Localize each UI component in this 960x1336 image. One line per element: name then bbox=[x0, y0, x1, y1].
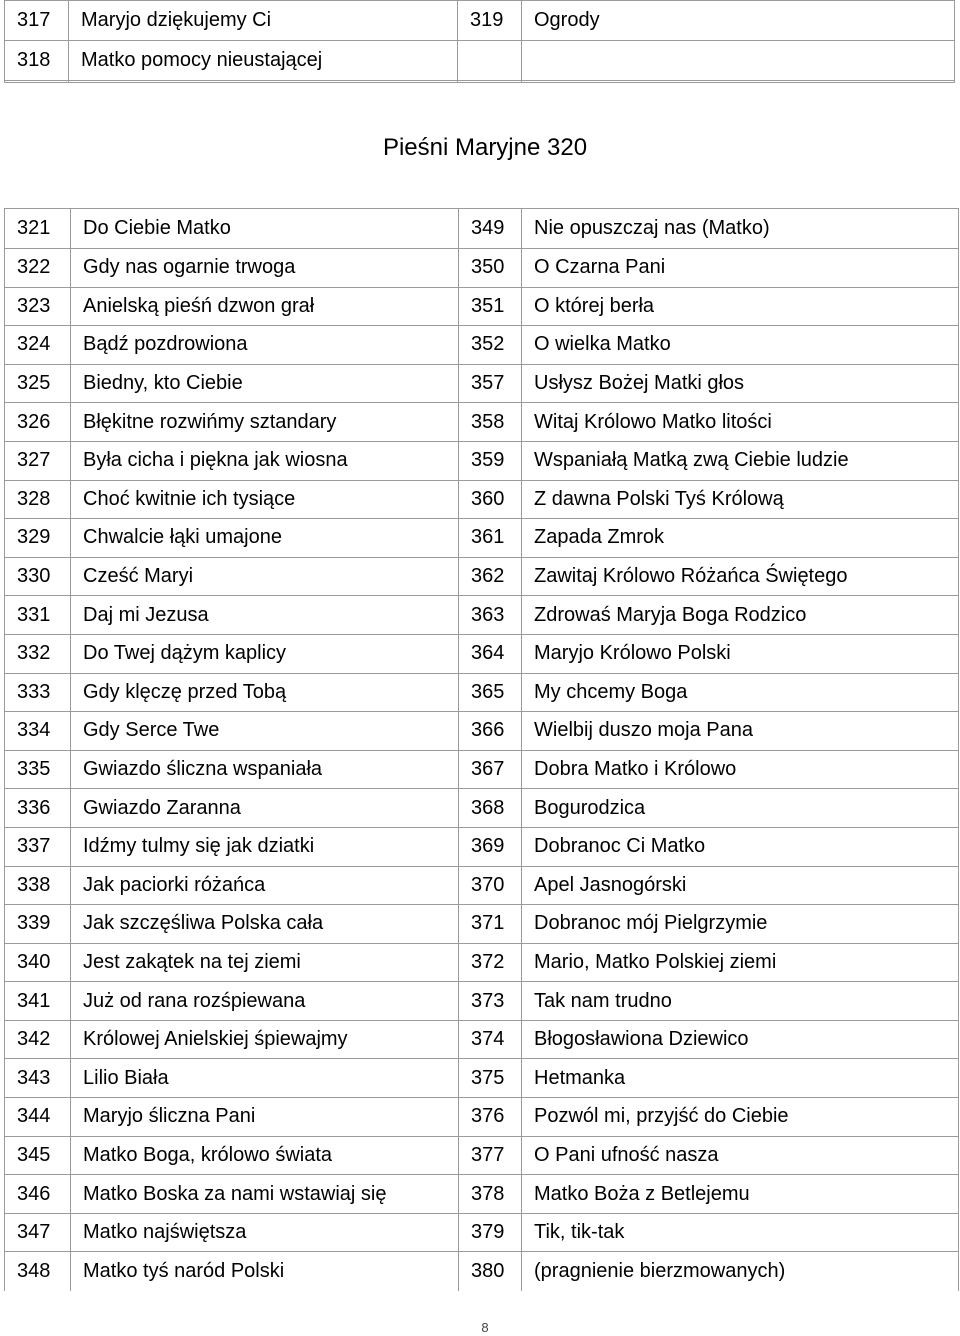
song-title: Wielbij duszo moja Pana bbox=[522, 712, 959, 751]
table-row bbox=[5, 827, 959, 866]
song-number: 323 bbox=[5, 287, 71, 326]
table-row bbox=[5, 1136, 959, 1175]
table-row bbox=[5, 866, 959, 905]
song-number: 334 bbox=[5, 712, 71, 751]
song-number: 358 bbox=[459, 403, 522, 442]
song-number: 380 bbox=[459, 1252, 522, 1291]
song-title: Gdy klęczę przed Tobą bbox=[71, 673, 459, 712]
song-title: Zawitaj Królowo Różańca Świętego bbox=[522, 557, 959, 596]
song-title: Matko tyś naród Polski bbox=[71, 1252, 459, 1291]
song-number: 322 bbox=[5, 249, 71, 288]
song-number: 345 bbox=[5, 1136, 71, 1175]
table-row bbox=[5, 557, 959, 596]
song-number: 370 bbox=[459, 866, 522, 905]
song-title: Była cicha i piękna jak wiosna bbox=[71, 441, 459, 480]
song-number: 319 bbox=[458, 1, 522, 41]
song-number: 326 bbox=[5, 403, 71, 442]
song-title: Błogosławiona Dziewico bbox=[522, 1020, 959, 1059]
song-number: 361 bbox=[459, 519, 522, 558]
song-number: 321 bbox=[5, 209, 71, 249]
song-number: 337 bbox=[5, 827, 71, 866]
song-title: Maryjo dziękujemy Ci bbox=[69, 1, 458, 41]
song-number: 349 bbox=[459, 209, 522, 249]
song-title: O Pani ufność nasza bbox=[522, 1136, 959, 1175]
song-title: Z dawna Polski Tyś Królową bbox=[522, 480, 959, 519]
table-row bbox=[5, 287, 959, 326]
song-number: 330 bbox=[5, 557, 71, 596]
table-row bbox=[5, 789, 959, 828]
song-number: 368 bbox=[459, 789, 522, 828]
table-row bbox=[5, 634, 959, 673]
song-title: Gwiazdo śliczna wspaniała bbox=[71, 750, 459, 789]
song-title: Wspaniałą Matką zwą Ciebie ludzie bbox=[522, 441, 959, 480]
song-title: My chcemy Boga bbox=[522, 673, 959, 712]
song-number: 338 bbox=[5, 866, 71, 905]
song-number: 362 bbox=[459, 557, 522, 596]
song-number: 325 bbox=[5, 364, 71, 403]
song-title: Tak nam trudno bbox=[522, 982, 959, 1021]
song-title: Zapada Zmrok bbox=[522, 519, 959, 558]
table-row bbox=[5, 519, 959, 558]
song-title-empty bbox=[522, 41, 955, 81]
song-number: 369 bbox=[459, 827, 522, 866]
song-title: Gdy nas ogarnie trwoga bbox=[71, 249, 459, 288]
song-title: O której berła bbox=[522, 287, 959, 326]
song-title: Anielską pieśń dzwon grał bbox=[71, 287, 459, 326]
song-title: Maryjo śliczna Pani bbox=[71, 1098, 459, 1137]
table-row bbox=[5, 712, 959, 751]
song-title: Bądź pozdrowiona bbox=[71, 326, 459, 365]
song-number-empty bbox=[458, 41, 522, 81]
song-number: 377 bbox=[459, 1136, 522, 1175]
section-title: Pieśni Maryjne 320 bbox=[382, 134, 588, 161]
table-row bbox=[5, 982, 959, 1021]
song-number: 336 bbox=[5, 789, 71, 828]
song-title: Apel Jasnogórski bbox=[522, 866, 959, 905]
table-row bbox=[5, 1059, 959, 1098]
table-row bbox=[5, 905, 959, 944]
song-title: O wielka Matko bbox=[522, 326, 959, 365]
table-row bbox=[5, 1252, 959, 1291]
table-row bbox=[5, 403, 959, 442]
song-title: Biedny, kto Ciebie bbox=[71, 364, 459, 403]
song-number: 379 bbox=[459, 1213, 522, 1252]
song-title: Błękitne rozwińmy sztandary bbox=[71, 403, 459, 442]
song-title: Choć kwitnie ich tysiące bbox=[71, 480, 459, 519]
table-row bbox=[5, 673, 959, 712]
song-title: Matko pomocy nieustającej bbox=[69, 41, 458, 81]
song-title: Maryjo Królowo Polski bbox=[522, 634, 959, 673]
song-number: 332 bbox=[5, 634, 71, 673]
song-number: 352 bbox=[459, 326, 522, 365]
table-row bbox=[5, 1213, 959, 1252]
song-title: Już od rana rozśpiewana bbox=[71, 982, 459, 1021]
song-number: 331 bbox=[5, 596, 71, 635]
song-title: Tik, tik-tak bbox=[522, 1213, 959, 1252]
song-title: Cześć Maryi bbox=[71, 557, 459, 596]
song-number: 343 bbox=[5, 1059, 71, 1098]
song-title: Chwalcie łąki umajone bbox=[71, 519, 459, 558]
song-number: 357 bbox=[459, 364, 522, 403]
table-row bbox=[5, 249, 959, 288]
song-number: 342 bbox=[5, 1020, 71, 1059]
song-title: Gdy Serce Twe bbox=[71, 712, 459, 751]
song-title: Witaj Królowo Matko litości bbox=[522, 403, 959, 442]
song-title: Matko Boga, królowo świata bbox=[71, 1136, 459, 1175]
table-row bbox=[5, 41, 955, 81]
song-title: Jak szczęśliwa Polska cała bbox=[71, 905, 459, 944]
song-title: Usłysz Bożej Matki głos bbox=[522, 364, 959, 403]
song-number: 318 bbox=[5, 41, 69, 81]
song-title: Gwiazdo Zaranna bbox=[71, 789, 459, 828]
song-title: Dobranoc Ci Matko bbox=[522, 827, 959, 866]
table-row bbox=[5, 1098, 959, 1137]
song-title: Zdrowaś Maryja Boga Rodzico bbox=[522, 596, 959, 635]
song-number: 346 bbox=[5, 1175, 71, 1214]
song-title: Mario, Matko Polskiej ziemi bbox=[522, 943, 959, 982]
song-number: 359 bbox=[459, 441, 522, 480]
song-title: Dobra Matko i Królowo bbox=[522, 750, 959, 789]
table-row bbox=[5, 596, 959, 635]
song-title: Dobranoc mój Pielgrzymie bbox=[522, 905, 959, 944]
song-number: 324 bbox=[5, 326, 71, 365]
table-spacer-row bbox=[5, 81, 955, 83]
song-number: 376 bbox=[459, 1098, 522, 1137]
song-number: 347 bbox=[5, 1213, 71, 1252]
song-title: Pozwól mi, przyjść do Ciebie bbox=[522, 1098, 959, 1137]
marian-songs-table bbox=[4, 208, 959, 1291]
song-number: 374 bbox=[459, 1020, 522, 1059]
table-row bbox=[5, 326, 959, 365]
song-title: Jest zakątek na tej ziemi bbox=[71, 943, 459, 982]
song-number: 327 bbox=[5, 441, 71, 480]
song-title: Nie opuszczaj nas (Matko) bbox=[522, 209, 959, 249]
table-row bbox=[5, 480, 959, 519]
song-number: 333 bbox=[5, 673, 71, 712]
song-title: Matko najświętsza bbox=[71, 1213, 459, 1252]
song-title: Matko Boska za nami wstawiaj się bbox=[71, 1175, 459, 1214]
song-number: 344 bbox=[5, 1098, 71, 1137]
song-number: 375 bbox=[459, 1059, 522, 1098]
song-title: Do Twej dążym kaplicy bbox=[71, 634, 459, 673]
song-number: 372 bbox=[459, 943, 522, 982]
song-title: Jak paciorki różańca bbox=[71, 866, 459, 905]
table-row bbox=[5, 1020, 959, 1059]
song-title: O Czarna Pani bbox=[522, 249, 959, 288]
song-title: Ogrody bbox=[522, 1, 955, 41]
table-row bbox=[5, 364, 959, 403]
song-number: 348 bbox=[5, 1252, 71, 1291]
song-number: 364 bbox=[459, 634, 522, 673]
song-number: 373 bbox=[459, 982, 522, 1021]
song-number: 371 bbox=[459, 905, 522, 944]
song-number: 367 bbox=[459, 750, 522, 789]
table-row bbox=[5, 441, 959, 480]
song-number: 350 bbox=[459, 249, 522, 288]
song-title: Hetmanka bbox=[522, 1059, 959, 1098]
page-number: 8 bbox=[481, 1320, 489, 1335]
song-number: 317 bbox=[5, 1, 69, 41]
song-title: (pragnienie bierzmowanych) bbox=[522, 1252, 959, 1291]
table-row bbox=[5, 750, 959, 789]
song-number: 365 bbox=[459, 673, 522, 712]
table-row bbox=[5, 1175, 959, 1214]
song-number: 328 bbox=[5, 480, 71, 519]
table-row bbox=[5, 943, 959, 982]
table-row bbox=[5, 209, 959, 249]
song-number: 339 bbox=[5, 905, 71, 944]
song-number: 341 bbox=[5, 982, 71, 1021]
song-number: 366 bbox=[459, 712, 522, 751]
song-number: 340 bbox=[5, 943, 71, 982]
table-row bbox=[5, 1, 955, 41]
song-number: 363 bbox=[459, 596, 522, 635]
song-title: Bogurodzica bbox=[522, 789, 959, 828]
top-song-table bbox=[4, 0, 955, 83]
song-title: Matko Boża z Betlejemu bbox=[522, 1175, 959, 1214]
song-number: 360 bbox=[459, 480, 522, 519]
song-number: 329 bbox=[5, 519, 71, 558]
song-number: 351 bbox=[459, 287, 522, 326]
song-title: Daj mi Jezusa bbox=[71, 596, 459, 635]
song-title: Do Ciebie Matko bbox=[71, 209, 459, 249]
song-title: Królowej Anielskiej śpiewajmy bbox=[71, 1020, 459, 1059]
song-number: 335 bbox=[5, 750, 71, 789]
song-title: Lilio Biała bbox=[71, 1059, 459, 1098]
song-title: Idźmy tulmy się jak dziatki bbox=[71, 827, 459, 866]
song-number: 378 bbox=[459, 1175, 522, 1214]
